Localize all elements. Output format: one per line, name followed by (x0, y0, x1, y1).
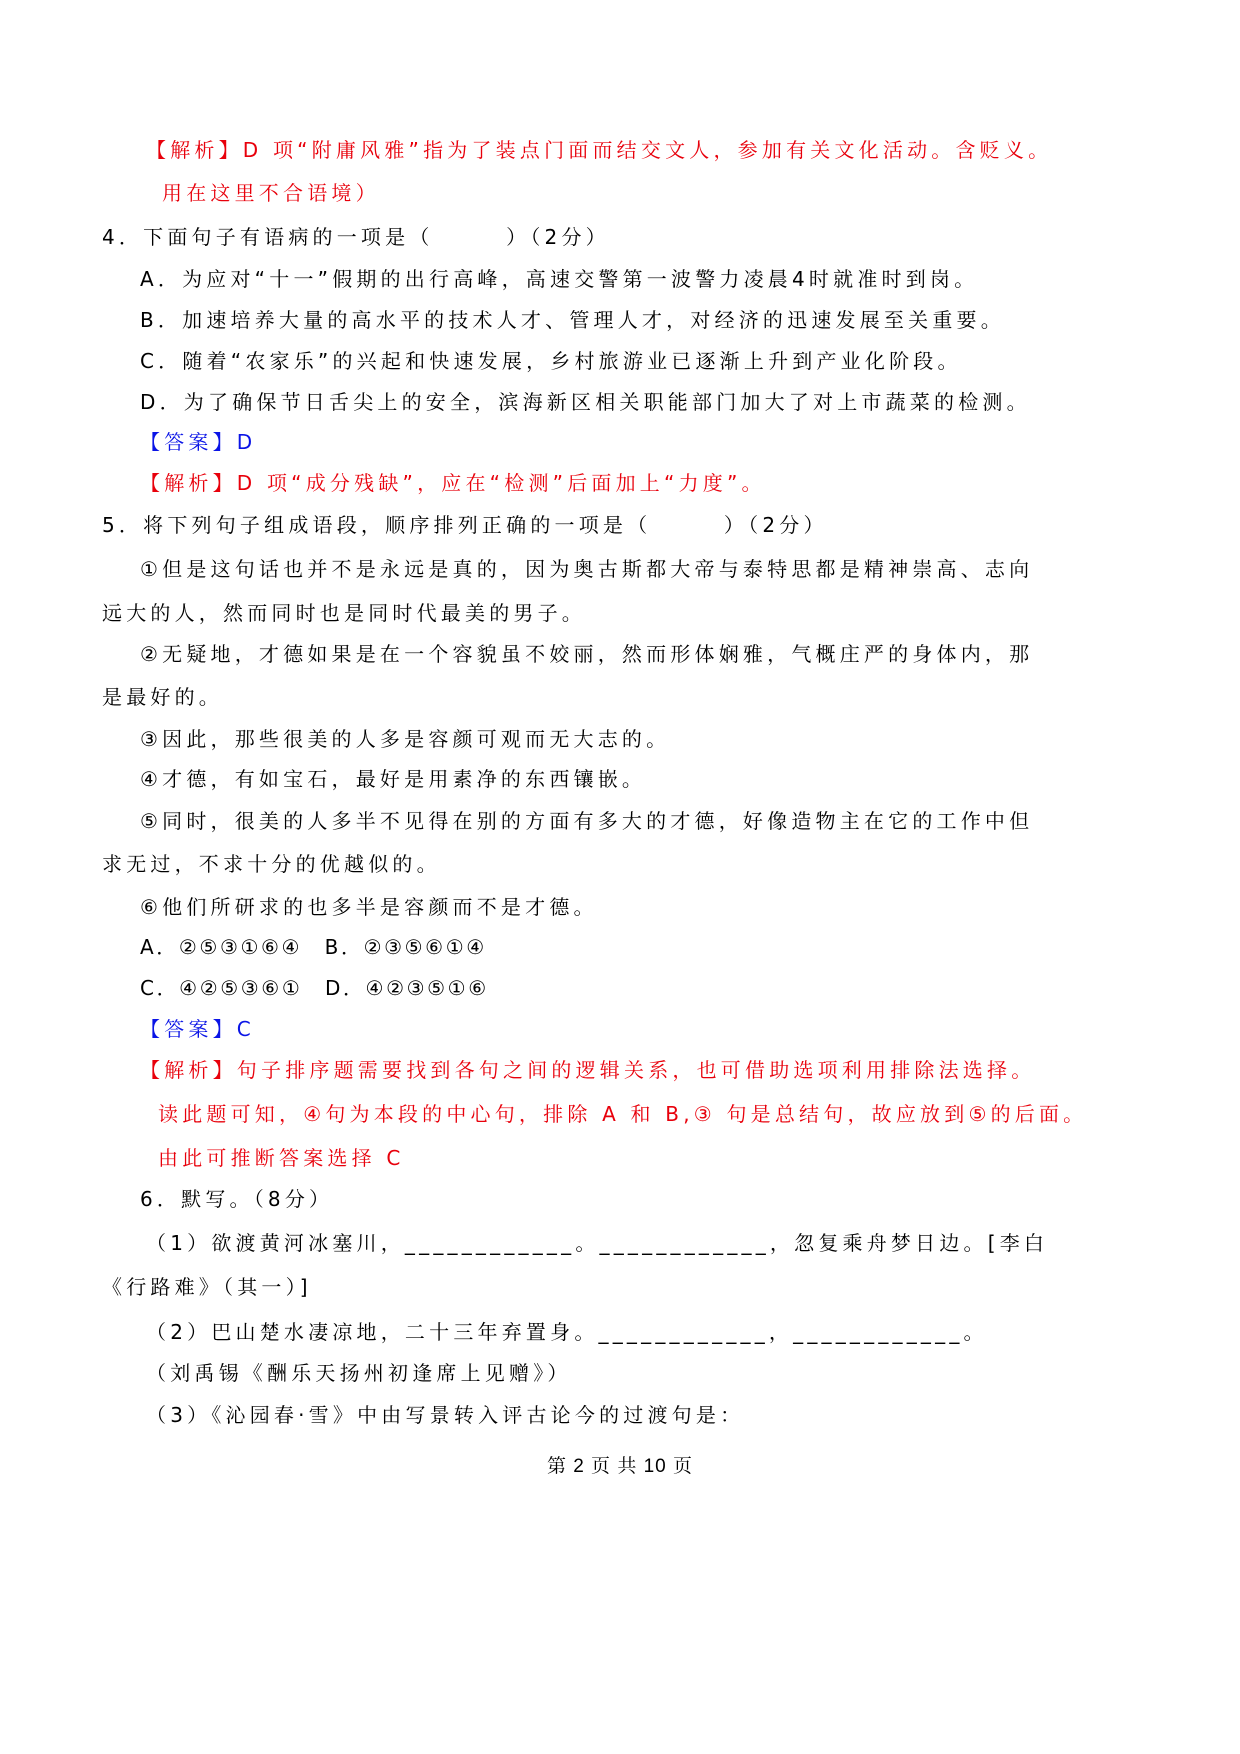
question-4-analysis: 【解析】D 项“成分残缺”，应在“检测”后面加上“力度”。 (140, 471, 766, 495)
question-5-analysis-line3: 由此可推断答案选择 C (158, 1146, 405, 1170)
question-6-stem: 6．默写。（8分） (140, 1187, 334, 1211)
question-6-item1-line2: 《行路难》（其一）] (102, 1275, 312, 1299)
question-4-option-d: D．为了确保节日舌尖上的安全，滨海新区相关职能部门加大了对上市蔬菜的检测。 (140, 390, 1031, 414)
page-footer: 第 2 页 共 10 页 (546, 1456, 694, 1477)
question-5-analysis-line1: 【解析】句子排序题需要找到各句之间的逻辑关系，也可借助选项利用排除法选择。 (140, 1058, 1036, 1082)
question-5-sentence-6: ⑥他们所研求的也多半是容颜而不是才德。 (140, 895, 598, 919)
question-6-item2-line2: （刘禹锡《酬乐天扬州初逢席上见赠》） (146, 1361, 572, 1385)
question-4-answer: 【答案】D (140, 430, 257, 454)
question-6-item2-line1: （2）巴山楚水凄凉地，二十三年弃置身。____________，____________。 (146, 1320, 988, 1344)
question-5-stem: 5．将下列句子组成语段，顺序排列正确的一项是（ ）（2分） (102, 513, 828, 537)
question-5-options-row1: A．②⑤③①⑥④ B．②③⑤⑥①④ (140, 935, 487, 959)
question-5-analysis-line2: 读此题可知，④句为本段的中心句，排除 A 和 B,③ 句是总结句，故应放到⑤的后面。 (158, 1102, 1088, 1126)
question-4-option-b: B．加速培养大量的高水平的技术人才、管理人才，对经济的迅速发展至关重要。 (140, 308, 1005, 332)
question-5-sentence-1-line1: ①但是这句话也并不是永远是真的，因为奥古斯都大帝与泰特思都是精神崇高、志向 (140, 557, 1034, 581)
question-5-sentence-2-line2: 是最好的。 (102, 685, 223, 709)
question-5-sentence-5-line2: 求无过，不求十分的优越似的。 (102, 852, 441, 876)
question-5-sentence-1-line2: 远大的人，然而同时也是同时代最美的男子。 (102, 601, 586, 625)
question-6-item1-line1: （1）欲渡黄河冰塞川，____________。____________，忽复乘舟梦日边。[李白 (146, 1231, 1049, 1255)
question-5-sentence-3: ③因此，那些很美的人多是容颜可观而无大志的。 (140, 727, 671, 751)
prev-analysis-line1: 【解析】D 项“附庸风雅”指为了装点门面而结交文人，参加有关文化活动。含贬义。 (146, 138, 1053, 162)
question-6-item3: （3）《沁园春·雪》中由写景转入评古论今的过渡句是： (146, 1403, 745, 1427)
prev-analysis-line2: 用在这里不合语境） (162, 181, 380, 205)
question-4-option-a: A．为应对“十一”假期的出行高峰，高速交警第一波警力凌晨4时就准时到岗。 (140, 267, 979, 291)
question-5-options-row2: C．④②⑤③⑥① D．④②③⑤①⑥ (140, 976, 489, 1000)
question-5-answer: 【答案】C (140, 1017, 255, 1041)
question-5-sentence-2-line1: ②无疑地，才德如果是在一个容貌虽不姣丽，然而形体娴雅，气概庄严的身体内，那 (140, 642, 1034, 666)
question-4-option-c: C．随着“农家乐”的兴起和快速发展，乡村旅游业已逐渐上升到产业化阶段。 (140, 349, 962, 373)
question-4-stem: 4．下面句子有语病的一项是（ ）（2分） (102, 225, 610, 249)
question-5-sentence-4: ④才德，有如宝石，最好是用素净的东西镶嵌。 (140, 767, 647, 791)
question-5-sentence-5-line1: ⑤同时，很美的人多半不见得在别的方面有多大的才德，好像造物主在它的工作中但 (140, 809, 1034, 833)
